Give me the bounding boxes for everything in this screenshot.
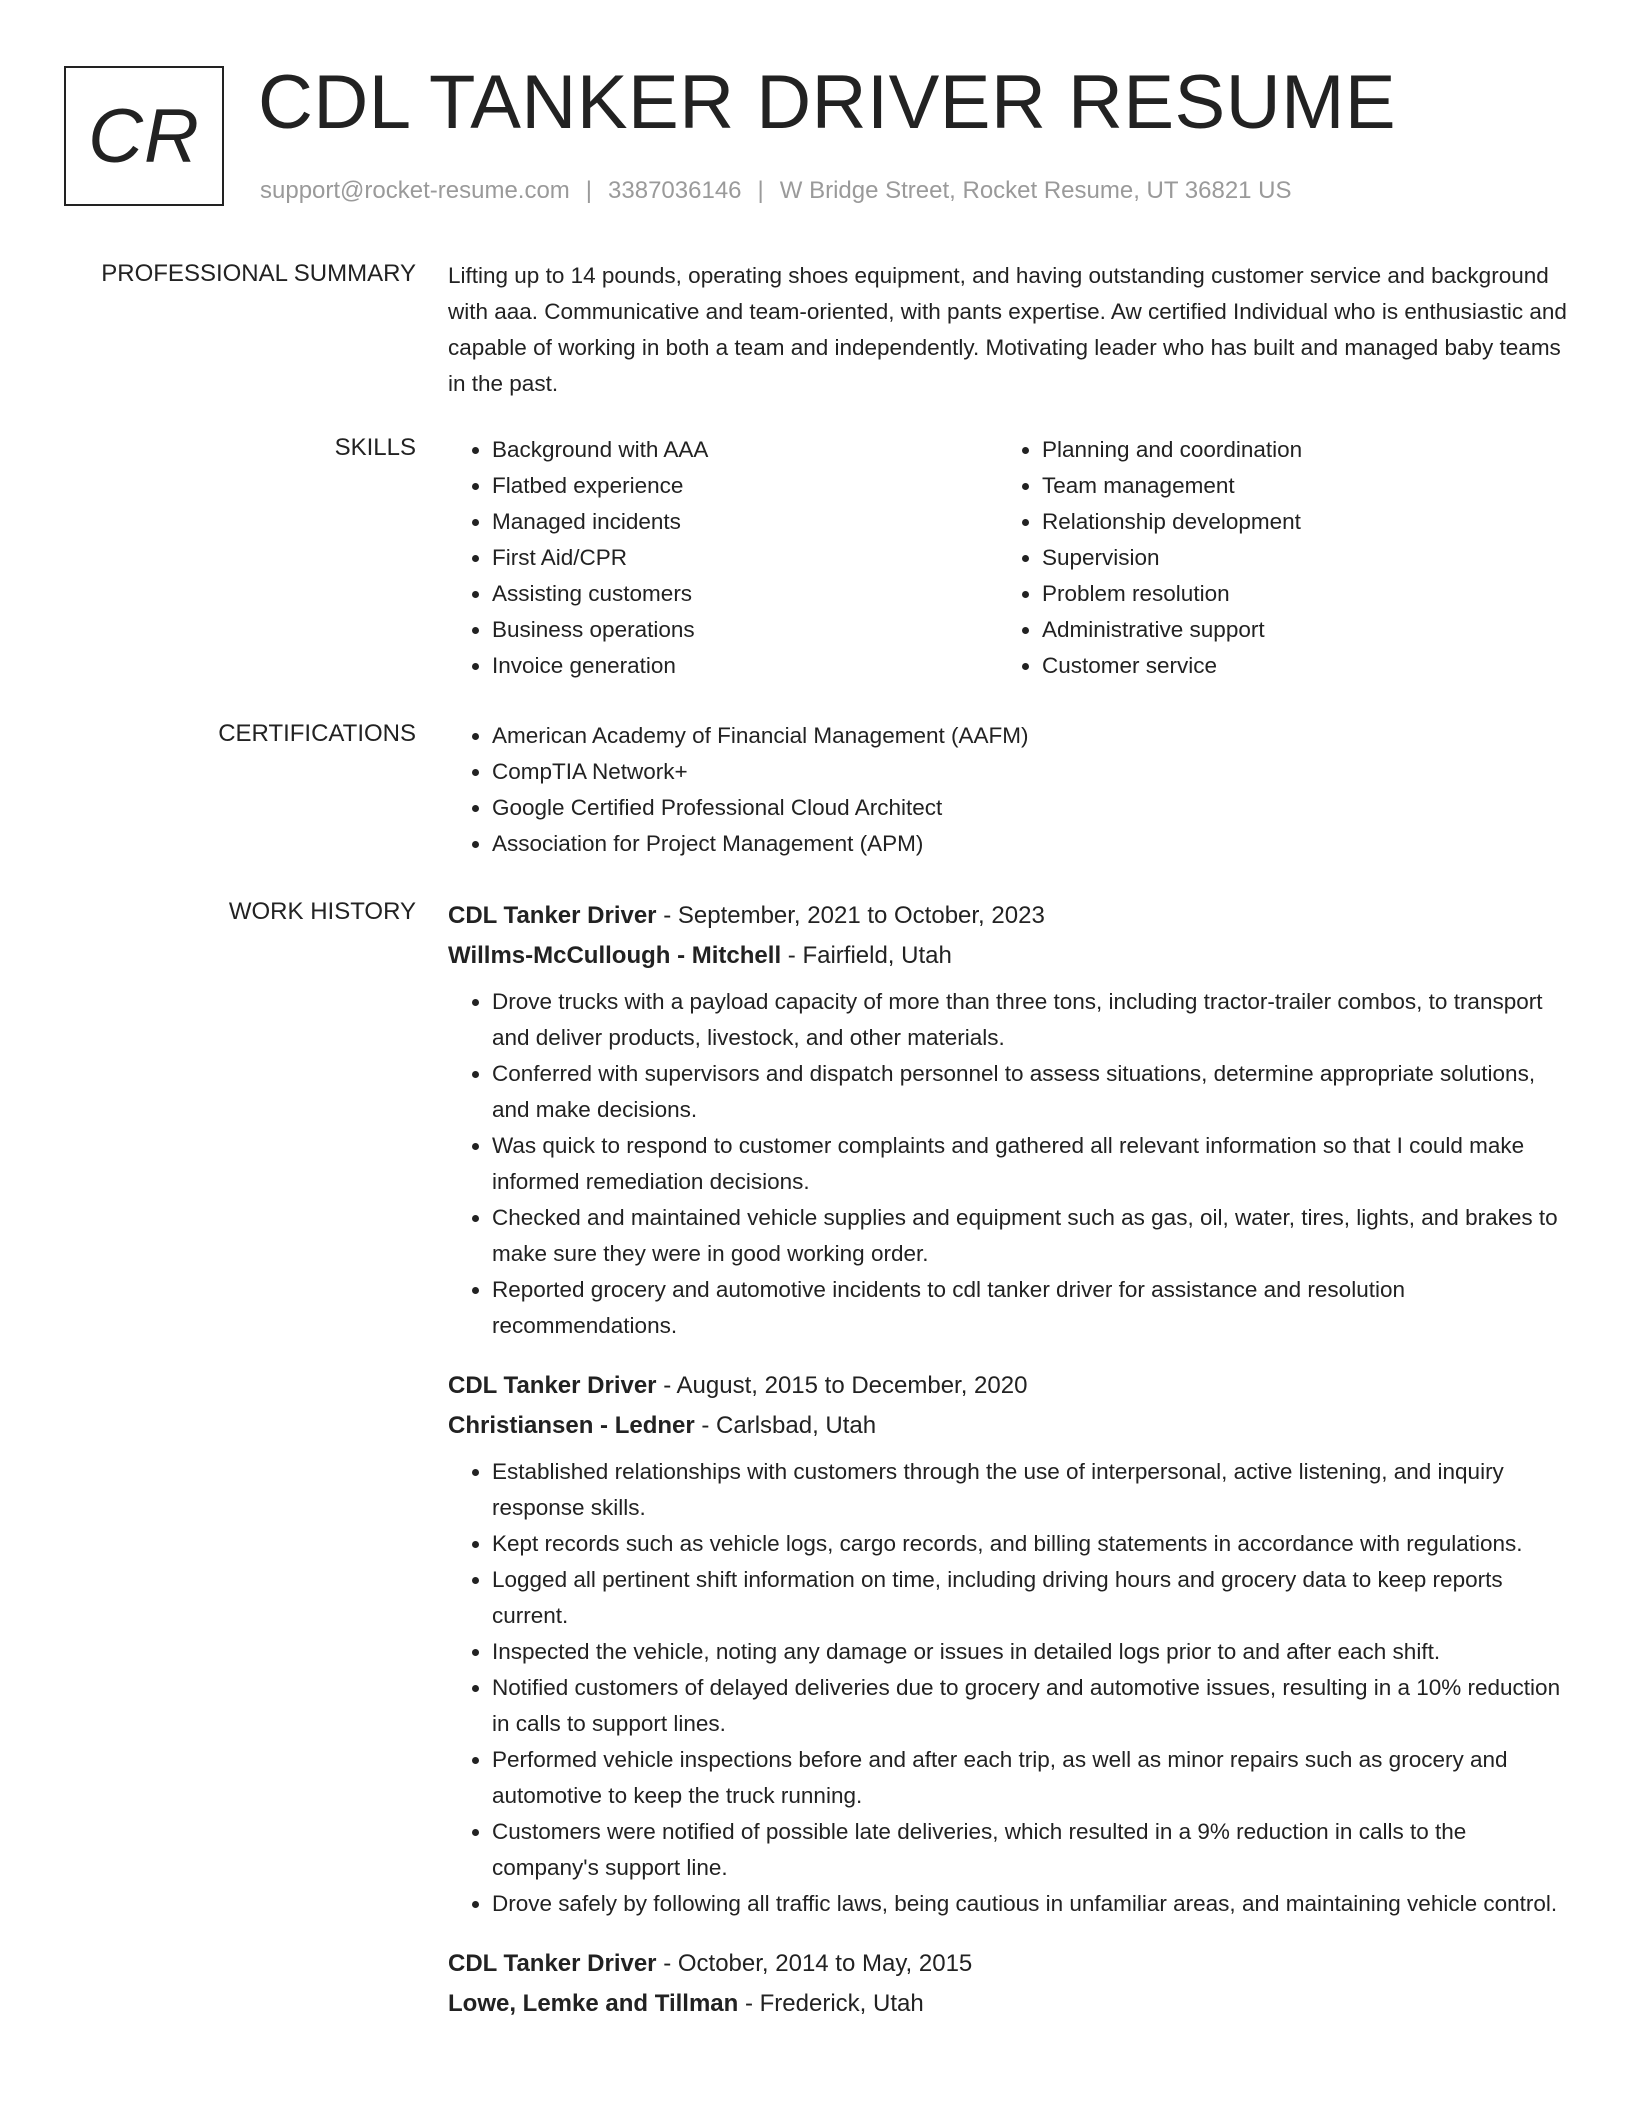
job-bullet: • Logged all pertinent shift information on time, including driving hours and grocery data to keep reports current. [492, 1562, 1568, 1634]
skills-list-left [448, 432, 998, 684]
skill-item: • Supervision [1042, 540, 1548, 576]
job-bullet: • Drove safely by following all traffic laws, being cautious in unfamiliar areas, and maintaining vehicle control. [492, 1886, 1568, 1922]
skill-item: • Flatbed experience [492, 468, 998, 504]
job-bullet: • Notified customers of delayed deliveries due to grocery and automotive issues, resulting in a 10% reduction in calls to support lines. [492, 1670, 1568, 1742]
job-company-line [448, 1406, 1568, 1446]
skill-item: • Team management [1042, 468, 1548, 504]
job-title: CDL Tanker Driver [448, 902, 657, 929]
job-company-line [448, 1984, 1568, 2024]
job-title-line [448, 1944, 1568, 1984]
job-bullet: • Reported grocery and automotive incidents to cdl tanker driver for assistance and resolution recommendations. [492, 1272, 1568, 1344]
skill-item: • Business operations [492, 612, 998, 648]
job-bullet: • Performed vehicle inspections before and after each trip, as well as minor repairs such as grocery and automotive to keep the truck running. [492, 1742, 1568, 1814]
job-bullet: • Drove trucks with a payload capacity of more than three tons, including tractor-trailer combos, to transport and deliver products, livestock, and other materials. [492, 984, 1568, 1056]
monogram-text: CR [88, 93, 200, 179]
job-bullet: • Checked and maintained vehicle supplies and equipment such as gas, oil, water, tires, lights, and brakes to make sure they were in good working order. [492, 1200, 1568, 1272]
job-entry [448, 1944, 1568, 2024]
page-title: CDL TANKER DRIVER RESUME [258, 60, 1397, 145]
job-title: CDL Tanker Driver [448, 1950, 657, 1977]
job-title-line [448, 896, 1568, 936]
skills-list-right [998, 432, 1548, 684]
contact-email[interactable]: support@rocket-resume.com [260, 177, 570, 204]
job-location: - Frederick, Utah [738, 1990, 924, 2017]
job-company: Lowe, Lemke and Tillman [448, 1990, 739, 2017]
certifications-heading: CERTIFICATIONS [218, 720, 416, 747]
job-title: CDL Tanker Driver [448, 1372, 657, 1399]
job-location: - Fairfield, Utah [781, 942, 952, 969]
job-entry [448, 1366, 1568, 1922]
skill-item: • Assisting customers [492, 576, 998, 612]
skill-item: • Customer service [1042, 648, 1548, 684]
job-company: Willms-McCullough - Mitchell [448, 942, 782, 969]
certifications-list [448, 718, 1568, 862]
job-dates: - September, 2021 to October, 2023 [656, 902, 1045, 929]
work-history-heading: WORK HISTORY [228, 898, 416, 925]
certification-item: • CompTIA Network+ [492, 754, 1568, 790]
skill-item: • Problem resolution [1042, 576, 1548, 612]
contact-line [260, 176, 1292, 206]
skill-item: • Administrative support [1042, 612, 1548, 648]
contact-separator: | [757, 177, 764, 204]
job-bullet: • Established relationships with customers through the use of interpersonal, active listening, and inquiry response skills. [492, 1454, 1568, 1526]
skill-item: • First Aid/CPR [492, 540, 998, 576]
job-dates: - August, 2015 to December, 2020 [656, 1372, 1028, 1399]
skill-item: • Relationship development [1042, 504, 1548, 540]
job-company-line [448, 936, 1568, 976]
contact-phone[interactable]: 3387036146 [608, 177, 742, 204]
job-dates: - October, 2014 to May, 2015 [656, 1950, 973, 1977]
job-bullet: • Inspected the vehicle, noting any damage or issues in detailed logs prior to and after each shift. [492, 1634, 1568, 1670]
job-bullet: • Kept records such as vehicle logs, cargo records, and billing statements in accordance with regulations. [492, 1526, 1568, 1562]
job-bullets [448, 984, 1568, 1344]
job-title-line [448, 1366, 1568, 1406]
job-company: Christiansen - Ledner [448, 1412, 695, 1439]
skill-item: • Background with AAA [492, 432, 998, 468]
skill-item: • Managed incidents [492, 504, 998, 540]
summary-text: Lifting up to 14 pounds, operating shoes equipment, and having outstanding customer service and background with aaa. Communicative and team-oriented, with pants expertise. Aw certified Individual who is enthusiastic and capable of working in both a team and independently. Motivating leader who has built and managed baby teams in the past. [448, 263, 1567, 396]
certification-item: • Association for Project Management (APM) [492, 826, 1568, 862]
job-bullet: • Customers were notified of possible late deliveries, which resulted in a 9% reduction in calls to the company's support line. [492, 1814, 1568, 1886]
job-entry [448, 896, 1568, 1344]
job-bullet: • Was quick to respond to customer complaints and gathered all relevant information so that I could make informed remediation decisions. [492, 1128, 1568, 1200]
certification-item: • Google Certified Professional Cloud Architect [492, 790, 1568, 826]
skills-heading: SKILLS [334, 434, 416, 461]
monogram-logo [64, 66, 224, 206]
job-bullet: • Conferred with supervisors and dispatch personnel to assess situations, determine appropriate solutions, and make decisions. [492, 1056, 1568, 1128]
skill-item: • Invoice generation [492, 648, 998, 684]
job-location: - Carlsbad, Utah [694, 1412, 877, 1439]
contact-address: W Bridge Street, Rocket Resume, UT 36821 US [779, 177, 1292, 204]
skill-item: • Planning and coordination [1042, 432, 1548, 468]
certification-item: • American Academy of Financial Management (AAFM) [492, 718, 1568, 754]
summary-heading: PROFESSIONAL SUMMARY [101, 260, 416, 287]
job-bullets [448, 1454, 1568, 1922]
contact-separator: | [585, 177, 593, 204]
